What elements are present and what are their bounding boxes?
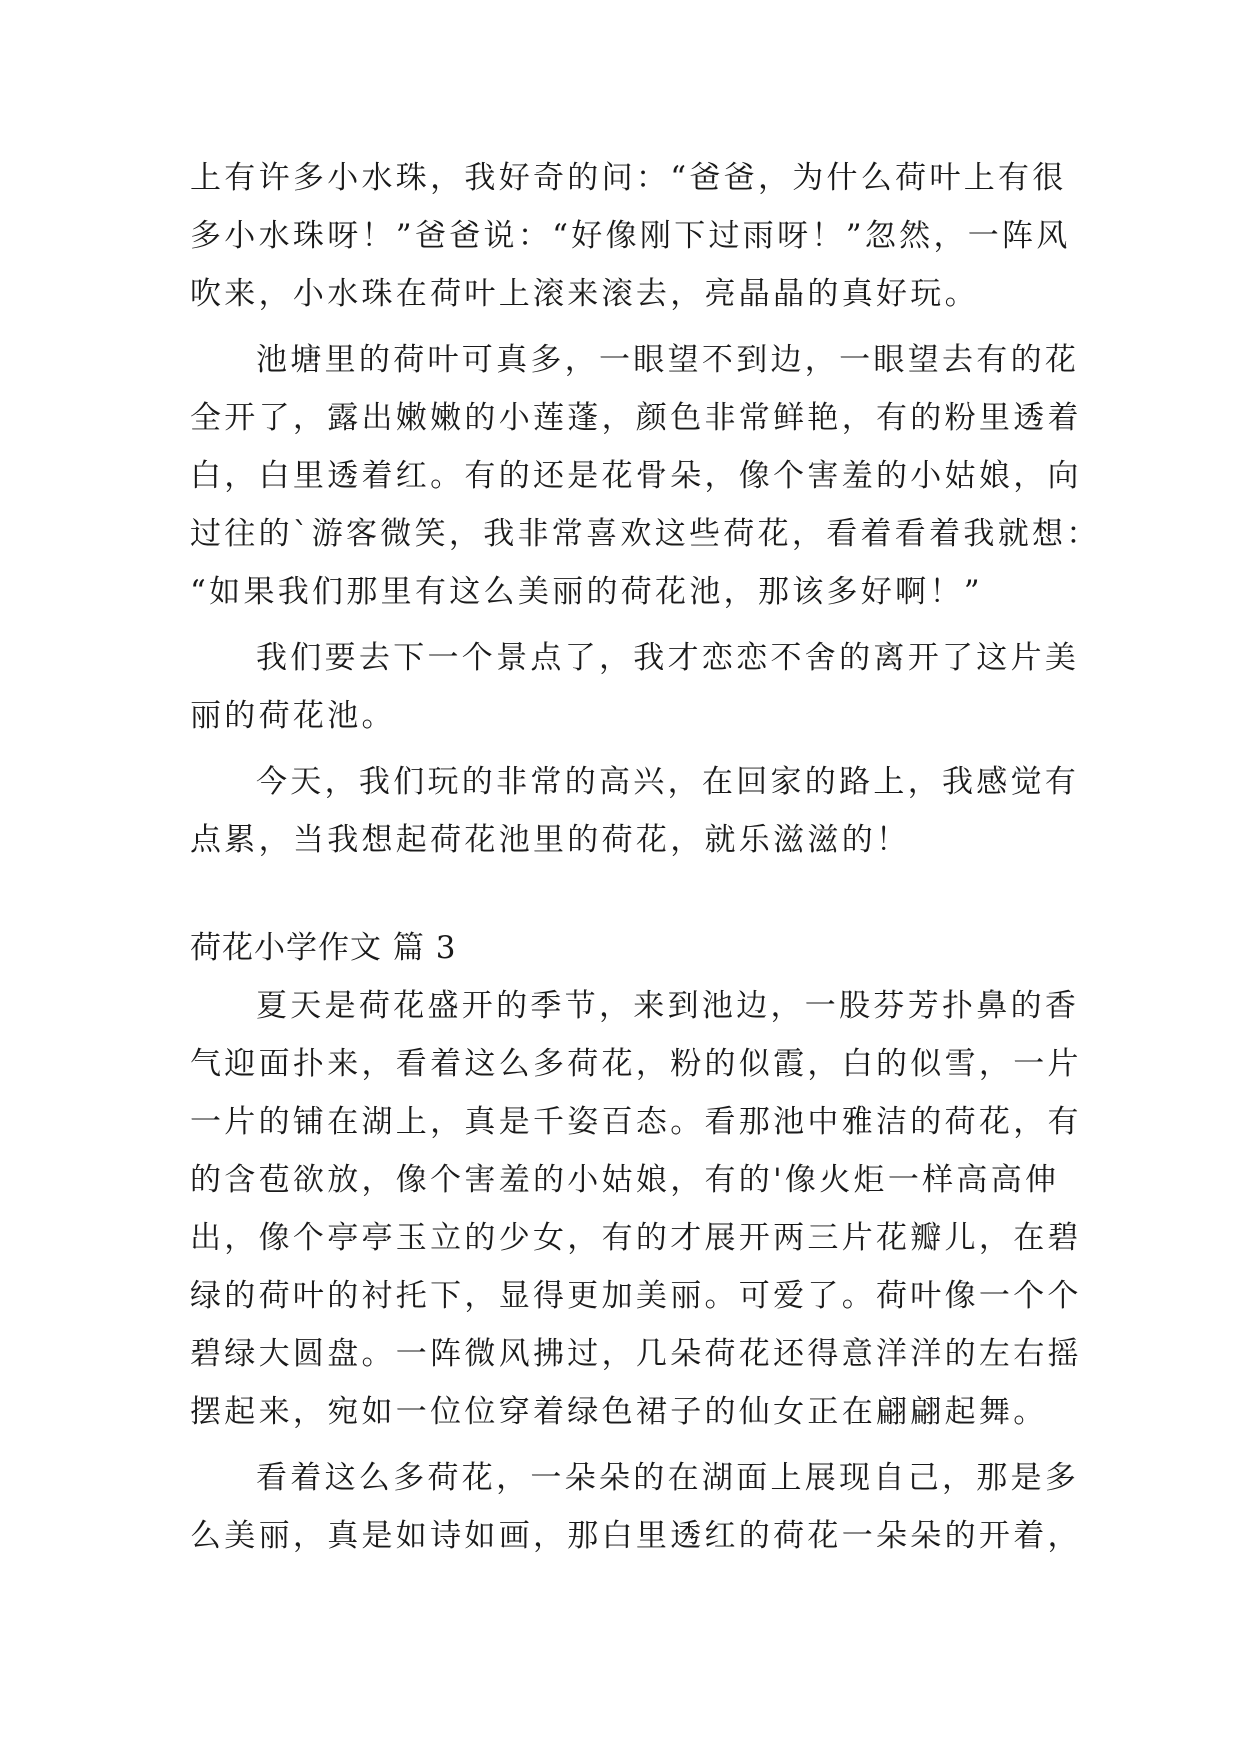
text-line: 多小水珠呀！”爸爸说：“好像刚下过雨呀！”忽然，一阵风 — [190, 218, 1071, 254]
paragraph-first-line: 池塘里的荷叶可真多，一眼望不到边，一眼望去有的花 — [256, 342, 1080, 378]
paragraph-first-line: 今天，我们玩的非常的高兴，在回家的路上，我感觉有 — [256, 764, 1080, 800]
text-line: 碧绿大圆盘。一阵微风拂过，几朵荷花还得意洋洋的左右摇 — [190, 1336, 1082, 1372]
text-line: 全开了，露出嫩嫩的小莲蓬，颜色非常鲜艳，有的粉里透着 — [190, 400, 1082, 436]
text-line: 吹来，小水珠在荷叶上滚来滚去，亮晶晶的真好玩。 — [190, 276, 979, 312]
text-line: 的含苞欲放，像个害羞的小姑娘，有的'像火炬一样高高伸 — [190, 1162, 1060, 1198]
paragraph-first-line: 夏天是荷花盛开的季节，来到池边，一股芬芳扑鼻的香 — [256, 988, 1080, 1024]
text-line: 气迎面扑来，看着这么多荷花，粉的似霞，白的似雪，一片 — [190, 1046, 1082, 1082]
paragraph-first-line: 看着这么多荷花，一朵朵的在湖面上展现自己，那是多 — [256, 1460, 1080, 1496]
text-line: 摆起来，宛如一位位穿着绿色裙子的仙女正在翩翩起舞。 — [190, 1394, 1048, 1430]
text-line: 出，像个亭亭玉立的少女，有的才展开两三片花瓣儿，在碧 — [190, 1220, 1082, 1256]
section-heading: 荷花小学作文 篇 3 — [190, 930, 457, 966]
text-line: 上有许多小水珠，我好奇的问：“爸爸，为什么荷叶上有很 — [190, 160, 1067, 196]
paragraph-first-line: 我们要去下一个景点了，我才恋恋不舍的离开了这片美 — [256, 640, 1080, 676]
text-line: 点累，当我想起荷花池里的荷花，就乐滋滋的！ — [190, 822, 911, 858]
text-line: “如果我们那里有这么美丽的荷花池，那该多好啊！” — [190, 574, 983, 610]
text-line: 么美丽，真是如诗如画，那白里透红的荷花一朵朵的开着， — [190, 1518, 1082, 1554]
text-line: 过往的`游客微笑，我非常喜欢这些荷花，看着看着我就想： — [190, 516, 1101, 552]
text-line: 白，白里透着红。有的还是花骨朵，像个害羞的小姑娘，向 — [190, 458, 1082, 494]
text-line: 丽的荷花池。 — [190, 698, 396, 734]
text-line: 绿的荷叶的衬托下，显得更加美丽。可爱了。荷叶像一个个 — [190, 1278, 1082, 1314]
text-line: 一片的铺在湖上，真是千姿百态。看那池中雅洁的荷花，有 — [190, 1104, 1082, 1140]
